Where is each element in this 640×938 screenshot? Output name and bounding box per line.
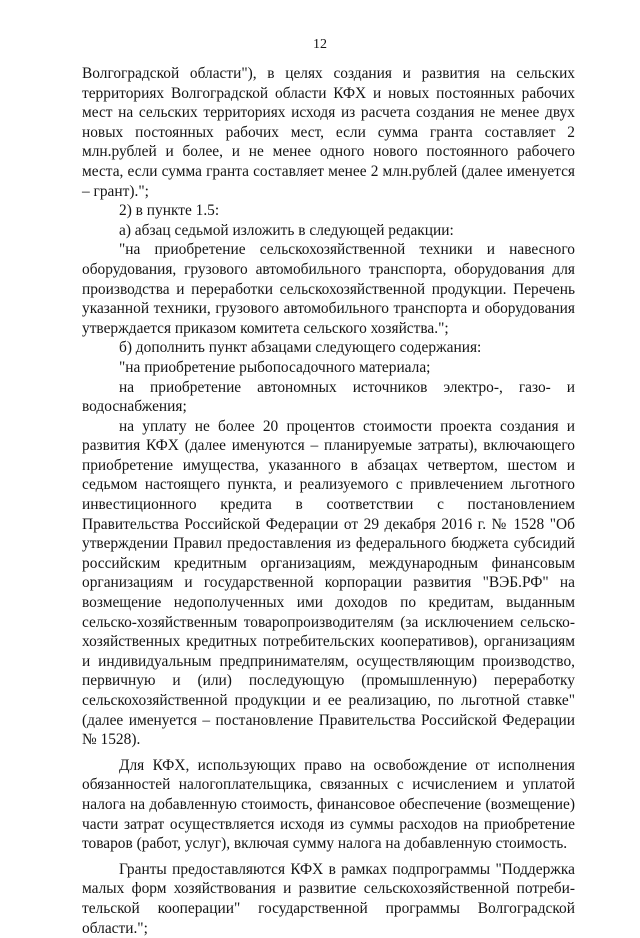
paragraph-continuation: Волгоградской области"), в целях создания и развития на сельских территориях Волгоградской области КФХ и новых постоянных рабочих мест на сельских территориях исходя из расчета создания не менее двух новых постоянных рабочих мест, если сумма гранта составляет 2 млн.рублей и более, и не менее одного нового постоянного рабочего места, если сумма гранта составляет менее 2 млн.рублей (далее именуется – грант)."; xyxy=(82,65,575,200)
document-body xyxy=(82,64,575,938)
paragraph-item-2: 2) в пункте 1.5: xyxy=(119,202,220,220)
paragraph-vat-exemption: Для КФХ, использующих право на освобождение от исполнения обязанностей налогоплательщика, связанных с исчислением и уплатой налога на добавленную стоимость, финансовое обеспечение (возмещение) части затрат осуществляется исходя из суммы расходов на приобретение товаров (работ, услуг), включая сумму налога на добавленную стоимость. xyxy=(82,756,575,853)
paragraph-grants-subprogram: Гранты предоставляются КФХ в рамках подпрограммы "Поддержка малых форм хозяйствования и развитие сельскохозяйственной потреби-тельской кооперации" государственной программы Волгоградской области."; xyxy=(82,860,575,937)
paragraph-subitem-a: а) абзац седьмой изложить в следующей редакции: xyxy=(119,221,454,239)
paragraph-quoted-equipment: "на приобретение сельскохозяйственной техники и навесного оборудования, грузового автомобильного транспорта, оборудования для производства и переработки сельскохозяйственной продукции. Перечень указанной техники, грузового автомобильного транспорта и оборудования утверждается приказом комитета сельского хозяйства."; xyxy=(82,241,575,337)
paragraph-fish-material: "на приобретение рыбопосадочного материала; xyxy=(119,358,431,376)
paragraph-subitem-b: б) дополнить пункт абзацами следующего содержания: xyxy=(119,339,482,357)
paragraph-project-costs: на уплату не более 20 процентов стоимости проекта создания и развития КФХ (далее именуются – планируемые затраты), включающего приобретение имущества, указанного в абзацах четвертом, шестом и седьмом настоящего пункта, и реализуемого с привлечением льготного инвестиционного кредита в соответствии с постановлением Правительства Российской Федерации от 29 декабря 2016 г. № 1528 "Об утверждении Правил предоставления из федерального бюджета субсидий российским кредитным организациям, международным финансовым организациям и государственной корпорации развития "ВЭБ.РФ" на возмещение недополученных ими доходов по кредитам, выданным сельско-хозяйственным товаропроизводителям (за исключением сельско-хозяйственных кредитных потребительских кооперативов), организациям и индивидуальным предпринимателям, осуществляющим производство, первичную и (или) последующую (промышленную) переработку сельскохозяйственной продукции и ее реализацию, по льготной ставке" (далее именуется – постановление Правительства Российской Федерации № 1528). xyxy=(82,417,575,749)
page-number: 12 xyxy=(313,37,327,52)
paragraph-autonomous-sources: на приобретение автономных источников электро-, газо- и водоснабжения; xyxy=(82,378,575,416)
